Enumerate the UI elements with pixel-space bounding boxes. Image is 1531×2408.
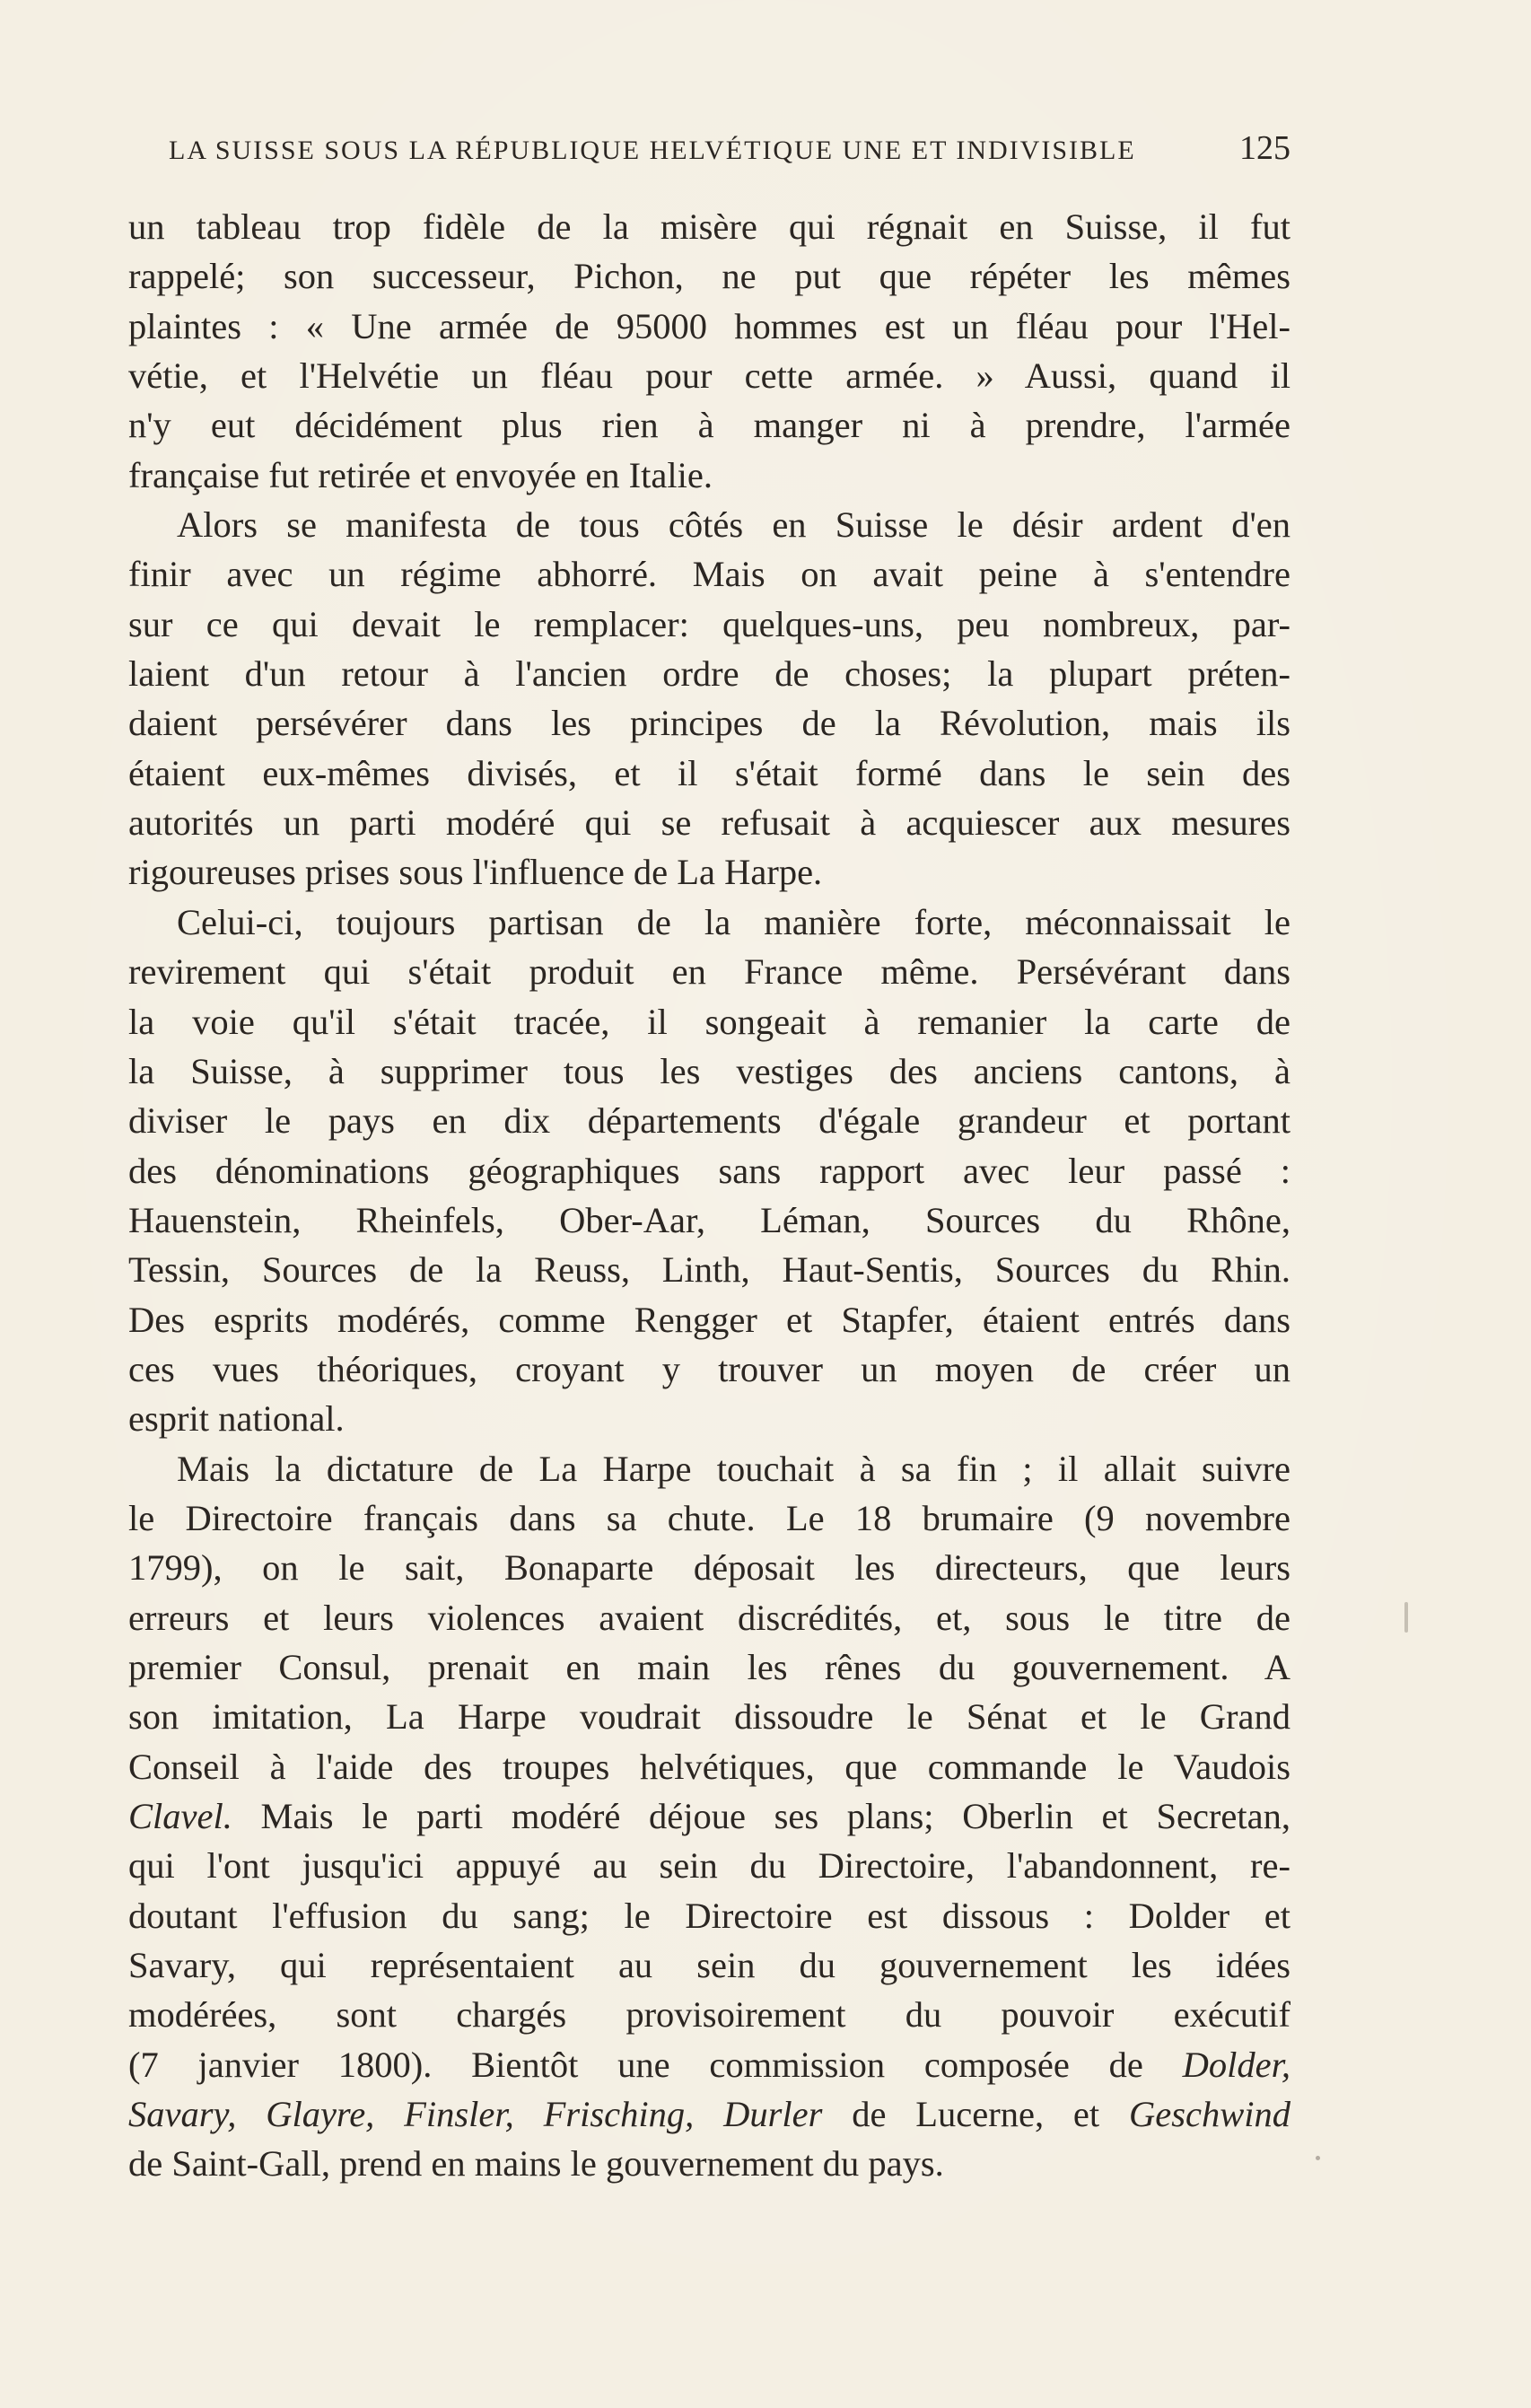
text-line: des dénominations géographiques sans rapport avec leur passé : [128,1150,1290,1191]
page-number: 125 [1239,129,1290,167]
text-line: Hauenstein, Rheinfels, Ober-Aar, Léman, Sources du Rhône, [128,1199,1290,1240]
running-header [169,128,1290,173]
text-line: Mais la dictature de La Harpe touchait à sa fin ; il allait suivre [177,1448,1290,1489]
text-line: esprit national. [128,1398,345,1440]
text-line: finir avec un régime abhorré. Mais on avait peine à s'entendre [128,554,1290,595]
text-line: diviser le pays en dix départements d'égale grandeur et portant [128,1100,1290,1142]
text-line: autorités un parti modéré qui se refusait à acquiescer aux mesures [128,802,1290,844]
italic-name: Geschwind [1129,2094,1290,2135]
text-line: Savary, qui représentaient au sein du gouvernement les idées [128,1945,1290,1986]
text-line: rappelé; son successeur, Pichon, ne put que répéter les mêmes [128,256,1290,297]
text-line: sur ce qui devait le remplacer: quelques-uns, peu nombreux, par- [128,603,1290,644]
text-line [128,1791,1290,1841]
text-line: daient persévérer dans les principes de la Révolution, mais ils [128,703,1290,744]
text-line: erreurs et leurs violences avaient discrédités, et, sous le titre de [128,1597,1290,1638]
italic-names: Savary, Glayre, Finsler, Frisching, Durler [128,2094,823,2135]
text-line: ces vues théoriques, croyant y trouver un moyen de créer un [128,1348,1290,1389]
text-line: laient d'un retour à l'ancien ordre de choses; la plupart préten- [128,653,1290,695]
margin-dot [1316,2156,1320,2160]
text-line: modérées, sont chargés provisoirement du pouvoir exécutif [128,1994,1290,2036]
text-line: revirement qui s'était produit en France même. Persévérant dans [128,951,1290,993]
text-line: Celui-ci, toujours partisan de la manière forte, méconnaissait le [177,901,1290,942]
text-line: étaient eux-mêmes divisés, et il s'était formé dans le sein des [128,752,1290,793]
text-line: plaintes : « Une armée de 95000 hommes est un fléau pour l'Hel- [128,305,1290,346]
body-text [128,202,1290,2189]
text-line: Conseil à l'aide des troupes helvétiques, que commande le Vaudois [128,1746,1290,1787]
margin-mark [1404,1602,1408,1633]
text-line: premier Consul, prenait en main les rênes du gouvernement. A [128,1646,1290,1687]
text-line: n'y eut décidément plus rien à manger ni à prendre, l'armée [128,405,1290,446]
text-line: rigoureuses prises sous l'influence de La Harpe. [128,852,823,893]
text-line: française fut retirée et envoyée en Italie. [128,454,713,495]
text-line: le Directoire français dans sa chute. Le 18 brumaire (9 novembre [128,1497,1290,1538]
text-line [128,2089,1290,2139]
text-line: Alors se manifesta de tous côtés en Suisse le désir ardent d'en [177,504,1290,546]
text-line: vétie, et l'Helvétie un fléau pour cette armée. » Aussi, quand il [128,355,1290,397]
text-line: qui l'ont jusqu'ici appuyé au sein du Directoire, l'abandonnent, re- [128,1845,1290,1887]
text-line: doutant l'effusion du sang; le Directoire est dissous : Dolder et [128,1895,1290,1936]
text-line: la Suisse, à supprimer tous les vestiges des anciens cantons, à [128,1050,1290,1091]
text-run: (7 janvier 1800). Bientôt une commission composée de [128,2044,1183,2085]
text-line: un tableau trop fidèle de la misère qui régnait en Suisse, il fut [128,206,1290,247]
text-line: Des esprits modérés, comme Rengger et Stapfer, étaient entrés dans [128,1299,1290,1340]
text-line: son imitation, La Harpe voudrait dissoudre le Sénat et le Grand [128,1696,1290,1738]
running-title: LA SUISSE SOUS LA RÉPUBLIQUE HELVÉTIQUE UNE ET INDIVISIBLE [169,136,1136,165]
text-line: la voie qu'il s'était tracée, il songeait à remanier la carte de [128,1001,1290,1042]
text-line: 1799), on le sait, Bonaparte déposait les directeurs, que leurs [128,1547,1290,1589]
text-run: Mais le parti modéré déjoue ses plans; Oberlin et Secretan, [232,1796,1290,1836]
text-line: de Saint-Gall, prend en mains le gouvernement du pays. [128,2143,944,2185]
text-line [128,2040,1290,2089]
text-line: Tessin, Sources de la Reuss, Linth, Haut-Sentis, Sources du Rhin. [128,1249,1290,1291]
italic-name: Dolder, [1182,2044,1290,2085]
text-run: de Lucerne, et [822,2094,1130,2135]
italic-name: Clavel. [128,1796,232,1836]
